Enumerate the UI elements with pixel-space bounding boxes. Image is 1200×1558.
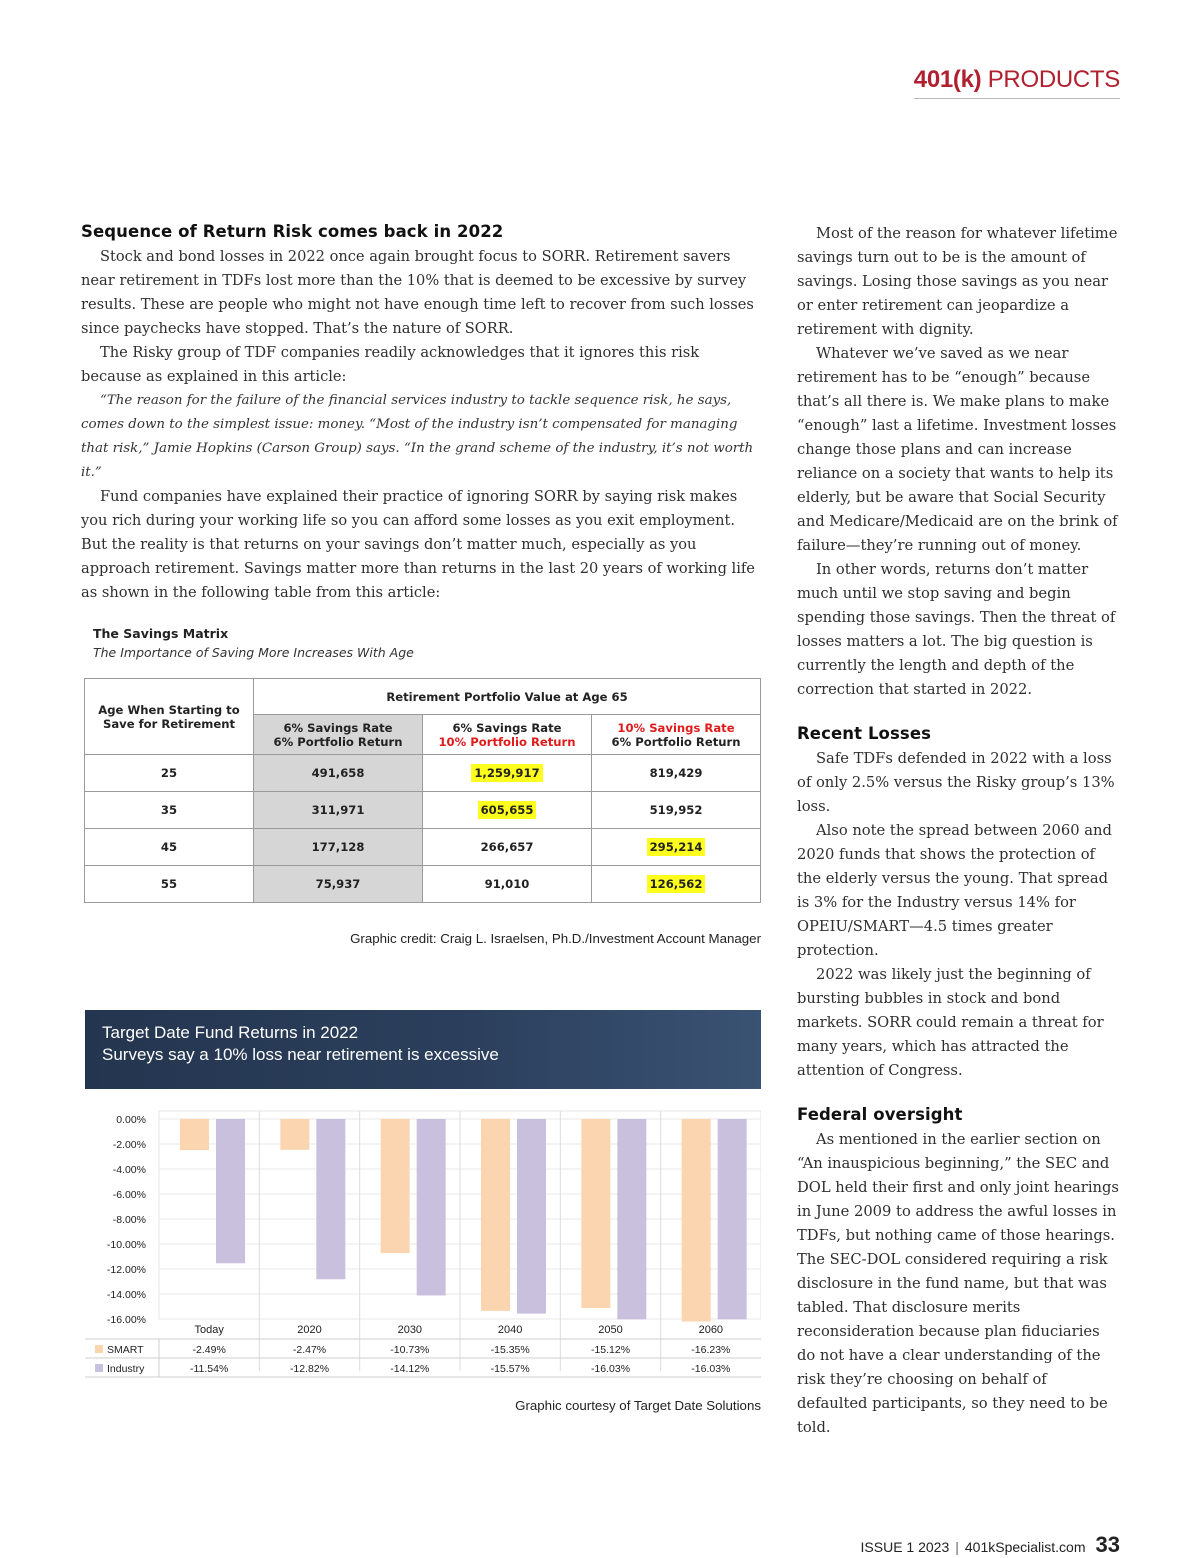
data-label: -2.47% [292, 1344, 327, 1356]
age-cell: 45 [85, 829, 254, 866]
chart-credit: Graphic courtesy of Target Date Solutions [515, 1398, 761, 1413]
col2-line-2: 10% Portfolio Return [438, 734, 576, 749]
right-paragraph-1: Most of the reason for whatever lifetime savings turn out to be is the amount of savings. Losing those savings as you near or enter retirement can jeopardize a retirement with dignity. [797, 225, 1118, 338]
data-label: -16.23% [691, 1344, 731, 1356]
data-label: -10.73% [390, 1344, 430, 1356]
left-paragraph-1: Stock and bond losses in 2022 once again brought focus to SORR. Retirement savers near retirement in TDFs lost more than the 10% that is deemed to be excessive by survey results. These are people who might not have enough time left to recover from such losses since paychecks have stopped. That’s the nature of SORR. [81, 248, 754, 337]
right-paragraph-3: In other words, returns don’t matter much until we stop saving and begin spending those savings. Then the threat of losses matters a lot. The big question is currently the length and depth of the correction that started in 2022. [797, 561, 1116, 698]
right-paragraph-4: Safe TDFs defended in 2022 with a loss of only 2.5% versus the Risky group’s 13% loss. [797, 750, 1115, 815]
data-label: -14.12% [390, 1363, 430, 1375]
column-header-1 [254, 715, 423, 755]
highlighted-value: 295,214 [647, 838, 706, 856]
y-tick-label: -2.00% [112, 1139, 146, 1151]
category-label: 2050 [598, 1324, 623, 1336]
value-cell [423, 755, 592, 792]
y-tick-label: -14.00% [106, 1289, 146, 1301]
right-paragraph-7: As mentioned in the earlier section on “An inauspicious beginning,” the SEC and DOL held their first and only joint hearings in June 2009 to address the awful losses in TDFs, but nothing came of those hearings. The SEC-DOL considered requiring a risk disclosure in the fund name, but that was tabled. That disclosure merits reconsideration because plan fiduciaries do not have a clear understanding of the risk they’re choosing on behalf of defaulted participants, so they need to be told. [797, 1131, 1119, 1436]
chart-header [85, 1010, 761, 1089]
column-header-3 [592, 715, 761, 755]
bar-smart [381, 1119, 410, 1253]
value-cell: 91,010 [423, 866, 592, 903]
right-paragraph-6: 2022 was likely just the beginning of bursting bubbles in stock and bond markets. SORR could remain a threat for many years, which has attracted the attention of Congress. [797, 966, 1104, 1079]
value-cell: 491,658 [254, 755, 423, 792]
y-tick-label: -8.00% [112, 1214, 146, 1226]
issue-label: ISSUE 1 2023 [860, 1539, 950, 1555]
bar-smart [280, 1119, 309, 1150]
hopkins-quote: “The reason for the failure of the financial services industry to tackle sequence risk, he says, comes down to the simplest issue: money. “Most of the industry isn’t compensated for managing that risk,” Jamie Hopkins (Carson Group) says. “In the grand scheme of the industry, it’s not worth it.” [81, 393, 754, 480]
portfolio-group-header: Retirement Portfolio Value at Age 65 [254, 679, 761, 715]
site-label: 401kSpecialist.com [964, 1539, 1086, 1555]
value-cell: 266,657 [423, 829, 592, 866]
bar-smart [581, 1119, 610, 1308]
data-label: -11.54% [189, 1363, 229, 1375]
table-row [85, 829, 761, 866]
col2-line-1: 6% Savings Rate [452, 720, 562, 735]
table-row [85, 755, 761, 792]
left-paragraph-3: Fund companies have explained their practice of ignoring SORR by saying risk makes you rich during your working life so you can afford some losses as you exit employment. But the reality is that returns on your savings don’t matter much, especially as you approach retirement. Savings matter more than returns in the last 20 years of working life as shown in the following table from this article: [81, 488, 755, 601]
matrix-credit: Graphic credit: Craig L. Israelsen, Ph.D./Investment Account Manager [350, 931, 761, 946]
category-label: Today [194, 1324, 224, 1336]
bar-industry [617, 1119, 646, 1319]
savings-matrix-table [84, 678, 761, 903]
bar-smart [180, 1119, 209, 1150]
value-cell [592, 829, 761, 866]
col1-line-1: 6% Savings Rate [283, 720, 393, 735]
section-tag-label: PRODUCTS [987, 66, 1120, 93]
left-column [81, 222, 761, 605]
highlighted-value: 1,259,917 [471, 764, 542, 782]
page-number: 33 [1095, 1532, 1120, 1557]
left-paragraph-2: The Risky group of TDF companies readily acknowledges that it ignores this risk because as explained in this article: [81, 344, 700, 385]
data-label: -16.03% [590, 1363, 631, 1375]
value-cell [423, 792, 592, 829]
y-tick-label: -6.00% [112, 1189, 146, 1201]
page-footer [861, 1532, 1120, 1558]
value-cell: 75,937 [254, 866, 423, 903]
bar-smart [481, 1119, 510, 1311]
bar-industry [216, 1119, 245, 1263]
y-tick-label: -4.00% [112, 1164, 146, 1176]
data-label: -2.49% [192, 1344, 226, 1356]
federal-oversight-heading: Federal oversight [797, 1105, 963, 1124]
value-cell: 519,952 [592, 792, 761, 829]
legend-swatch-industry [95, 1364, 103, 1372]
age-header-line-1: Age When Starting to [98, 702, 240, 717]
chart-subtitle: Surveys say a 10% loss near retirement is excessive [102, 1045, 499, 1064]
section-tag [914, 66, 1120, 99]
right-paragraph-5: Also note the spread between 2060 and 2020 funds that shows the protection of the elderly versus the young. That spread is 3% for the Industry versus 14% for OPEIU/SMART—4.5 times greater protection. [797, 822, 1112, 959]
data-label: -15.12% [590, 1344, 631, 1356]
age-cell: 25 [85, 755, 254, 792]
legend-swatch-smart [95, 1345, 103, 1353]
bar-industry [316, 1119, 345, 1279]
legend-label: Industry [107, 1363, 145, 1375]
col1-line-2: 6% Portfolio Return [273, 734, 403, 749]
age-cell: 35 [85, 792, 254, 829]
table-row [85, 792, 761, 829]
section-tag-bold: 401(k) [913, 66, 982, 93]
tdf-returns-chart [85, 1010, 761, 1385]
category-label: 2030 [397, 1324, 423, 1336]
value-cell: 311,971 [254, 792, 423, 829]
category-label: 2060 [698, 1324, 724, 1336]
y-tick-label: 0.00% [116, 1114, 146, 1126]
value-cell [592, 866, 761, 903]
table-row [85, 866, 761, 903]
value-cell: 177,128 [254, 829, 423, 866]
y-tick-label: -16.00% [106, 1314, 146, 1326]
bar-industry [517, 1119, 546, 1314]
category-label: 2040 [497, 1324, 523, 1336]
matrix-subtitle: The Importance of Saving More Increases With Age [93, 645, 414, 660]
col3-line-1: 10% Savings Rate [617, 720, 735, 735]
recent-losses-heading: Recent Losses [797, 724, 932, 743]
col3-line-2: 6% Portfolio Return [611, 734, 741, 749]
right-column [797, 222, 1120, 1440]
y-tick-label: -10.00% [106, 1239, 146, 1251]
right-paragraph-2: Whatever we’ve saved as we near retirement has to be “enough” because that’s all there is. We make plans to make “enough” last a lifetime. Investment losses change those plans and can increase reliance on a society that wants to help its elderly, but be aware that Social Security and Medicare/Medicaid are on the brink of failure—they’re running out of money. [797, 345, 1118, 554]
data-label: -15.35% [490, 1344, 530, 1356]
data-label: -12.82% [289, 1363, 330, 1375]
sorr-heading: Sequence of Return Risk comes back in 2022 [81, 222, 504, 241]
bar-industry [718, 1119, 747, 1319]
category-label: 2020 [297, 1324, 322, 1336]
age-cell: 55 [85, 866, 254, 903]
footer-separator: | [955, 1539, 959, 1555]
value-cell: 819,429 [592, 755, 761, 792]
data-label: -16.03% [691, 1363, 731, 1375]
column-header-2 [423, 715, 592, 755]
bar-smart [682, 1119, 711, 1322]
matrix-title: The Savings Matrix [93, 626, 229, 641]
chart-title: Target Date Fund Returns in 2022 [102, 1023, 359, 1042]
age-header-line-2: Save for Retirement [102, 716, 236, 731]
data-label: -15.57% [490, 1363, 530, 1375]
bar-industry [417, 1119, 446, 1296]
age-column-header [85, 679, 254, 755]
chart-plot [85, 1089, 761, 1385]
y-tick-label: -12.00% [106, 1264, 146, 1276]
legend-label: SMART [107, 1344, 144, 1356]
highlighted-value: 605,655 [478, 801, 537, 819]
savings-matrix [84, 626, 762, 903]
highlighted-value: 126,562 [647, 875, 706, 893]
